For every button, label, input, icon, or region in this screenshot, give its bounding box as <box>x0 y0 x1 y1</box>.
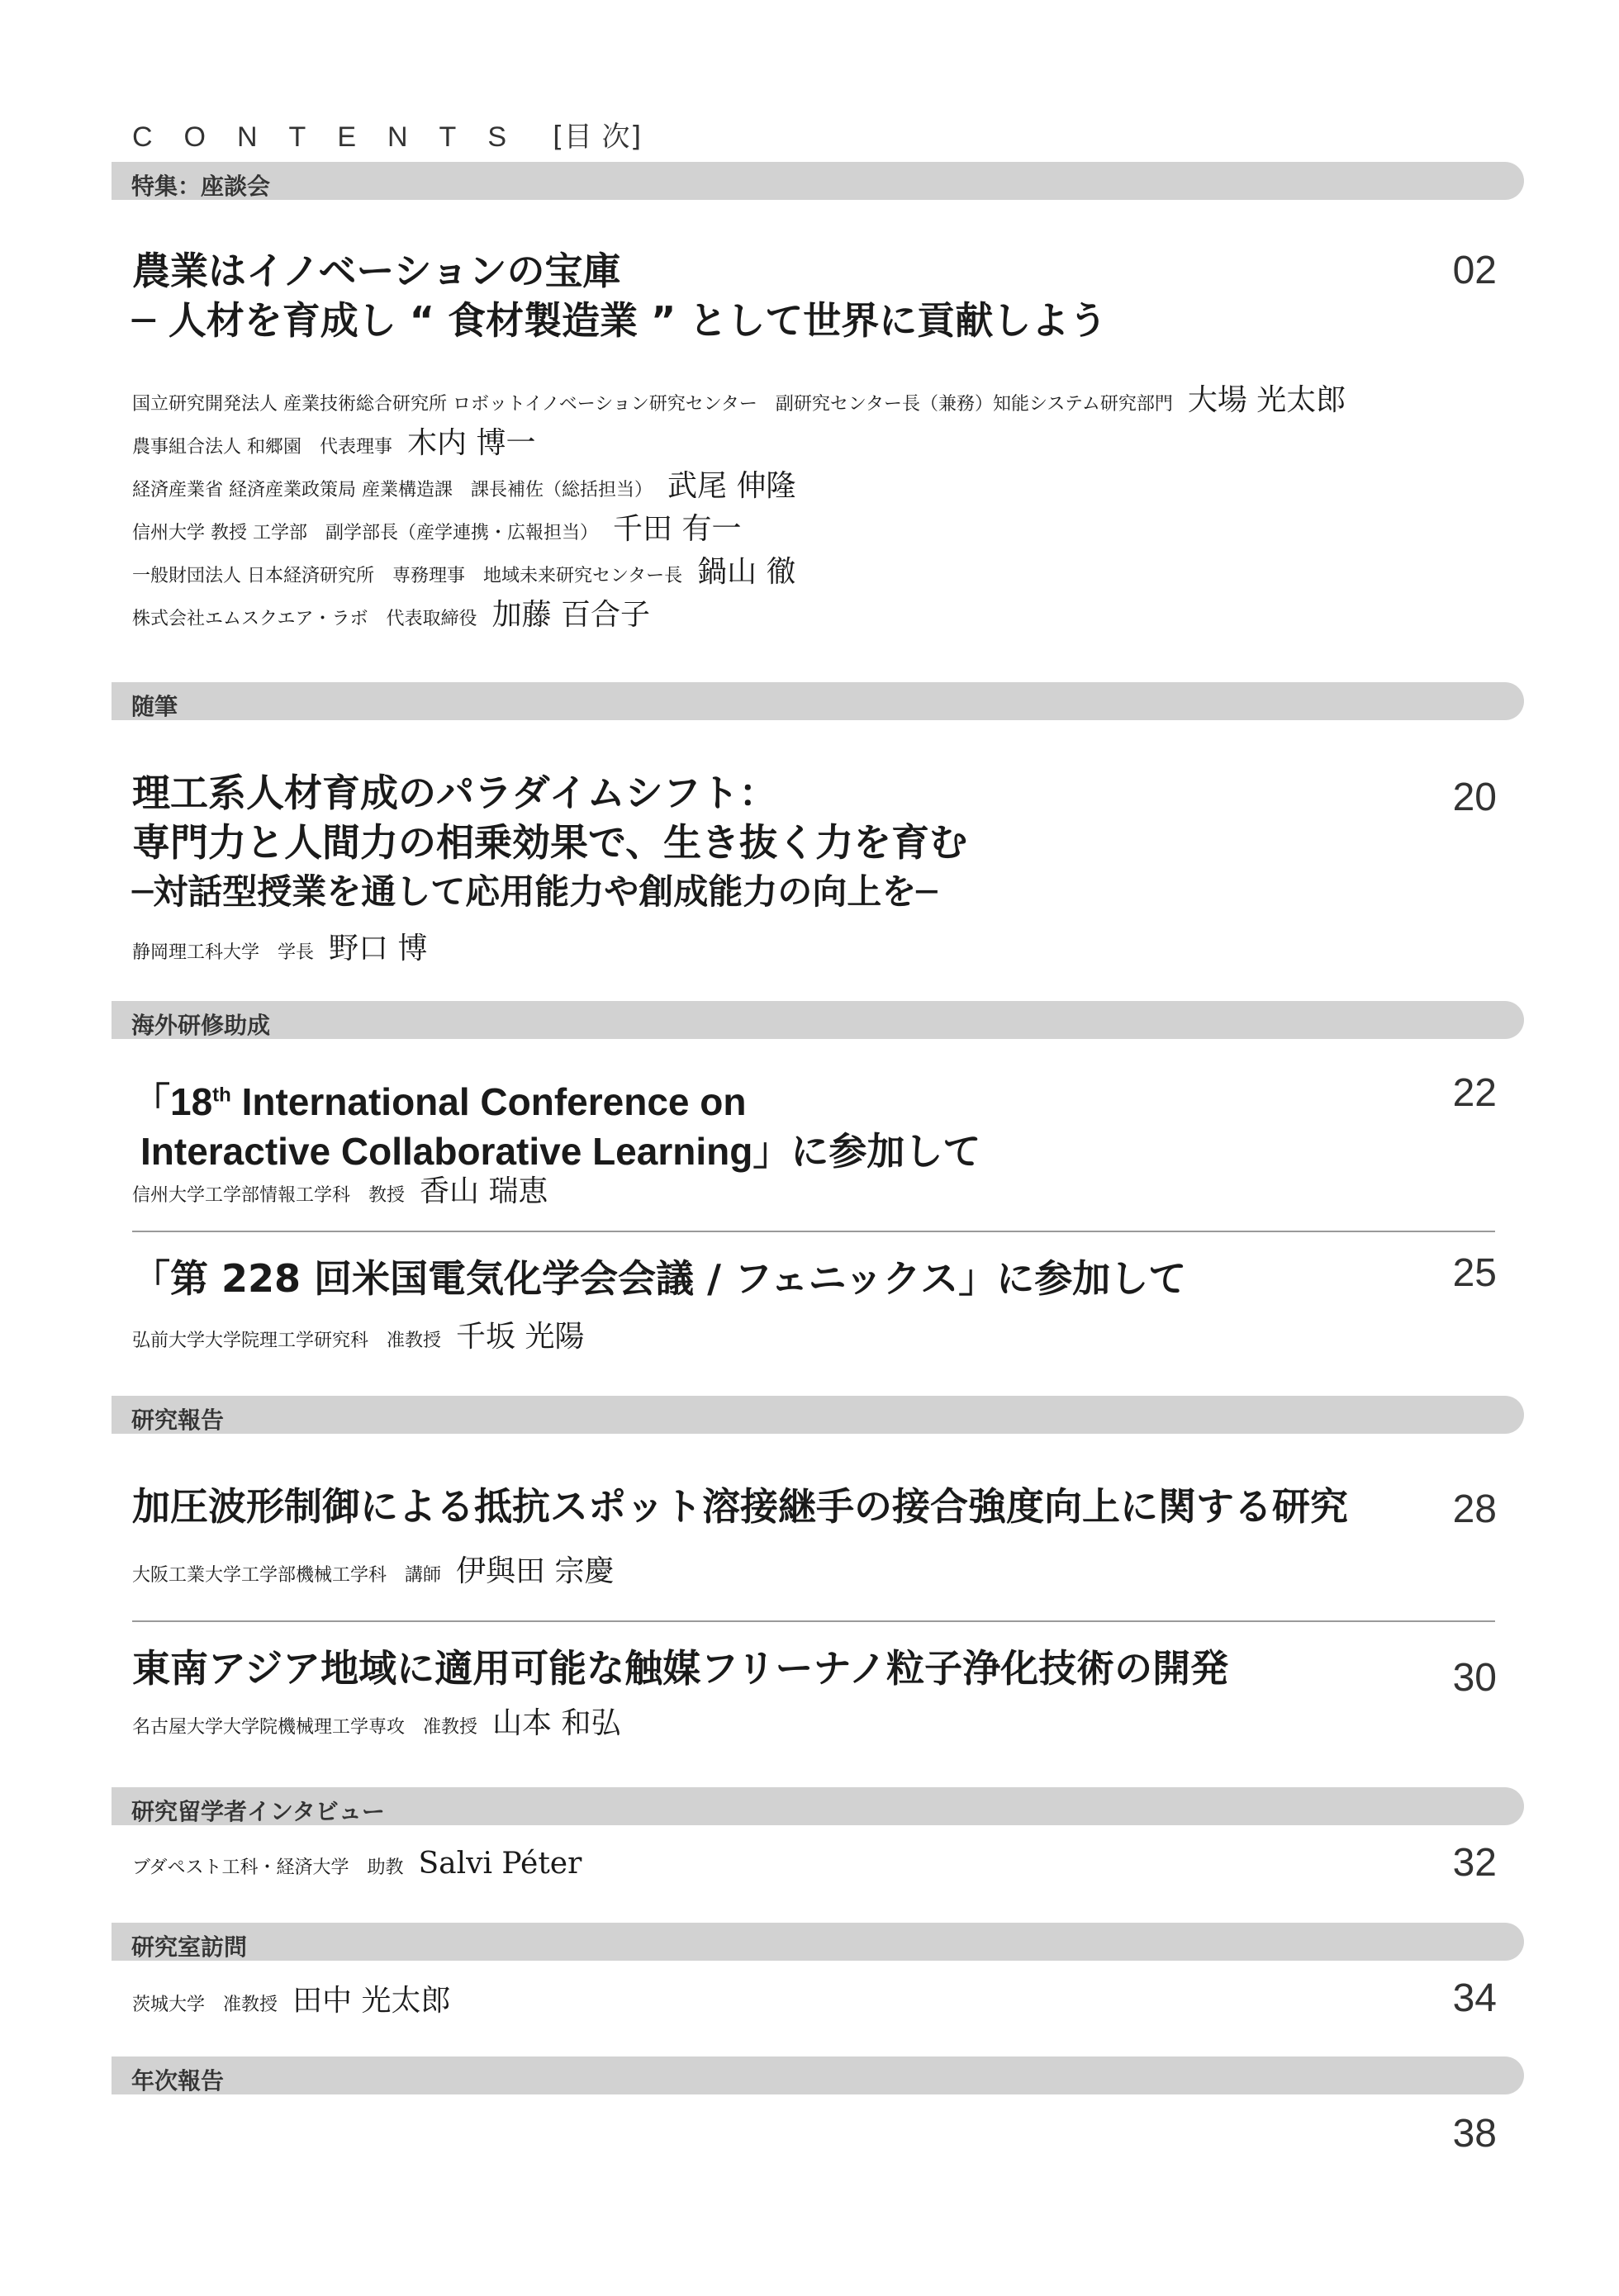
section-bar-research-report <box>112 1396 1524 1434</box>
author-name: 千坂 光陽 <box>456 1320 585 1354</box>
author-line <box>132 1168 548 1210</box>
contents-heading: CONTENTS <box>132 121 538 153</box>
section-label: 研究報告 <box>131 1407 225 1434</box>
section-bar-essay <box>112 682 1524 720</box>
author-affiliation: 茨城大学 准教授 <box>132 1995 278 2015</box>
title-superscript: th <box>212 1084 231 1107</box>
section-label: 特集：座談会 <box>131 173 271 200</box>
section-bar-roundtable <box>112 162 1524 200</box>
author-affiliation: 一般財団法人 日本経済研究所 専務理事 地域未来研究センター長 <box>132 566 683 586</box>
author-name: 武尾 伸隆 <box>667 469 796 503</box>
author-affiliation: 株式会社エムスクエア・ラボ 代表取締役 <box>132 609 477 629</box>
title-line-1 <box>132 1077 980 1127</box>
contents-heading-ja: [目 次] <box>552 121 642 154</box>
article-title[interactable] <box>132 246 1107 345</box>
article-title[interactable] <box>132 768 967 917</box>
section-bar-overseas-training <box>112 1001 1524 1039</box>
contents-header <box>132 114 642 154</box>
section-bar-annual-report <box>112 2056 1524 2094</box>
title-line-1: 東南アジア地域に適用可能な触媒フリーナノ粒子浄化技術の開発 <box>132 1646 1229 1691</box>
author-name: 田中 光太郎 <box>292 1984 451 2018</box>
page-number: 30 <box>1452 1656 1497 1700</box>
page-number: 20 <box>1452 776 1497 819</box>
title-part: 「18 <box>132 1080 213 1123</box>
article-title[interactable] <box>132 1644 1228 1693</box>
author-affiliation: 農事組合法人 和郷園 代表理事 <box>132 437 392 458</box>
page-number: 34 <box>1452 1976 1497 2020</box>
page-number: 02 <box>1452 249 1497 292</box>
section-label: 随筆 <box>131 693 178 720</box>
title-line-1: 理工系人材育成のパラダイムシフト： <box>132 771 777 815</box>
author-line <box>132 377 1346 419</box>
author-affiliation: 経済産業省 経済産業政策局 産業構造課 課長補佐（総括担当） <box>132 480 653 500</box>
section-label: 年次報告 <box>131 2067 225 2094</box>
article-title[interactable] <box>132 1077 980 1176</box>
author-name: 香山 瑞恵 <box>420 1174 548 1208</box>
author-line <box>132 548 796 591</box>
author-name: 野口 博 <box>329 932 428 965</box>
page-number: 22 <box>1452 1071 1497 1115</box>
page-number: 28 <box>1452 1487 1497 1531</box>
page-number: 32 <box>1452 1841 1497 1885</box>
title-part: International Conference on <box>230 1080 747 1123</box>
author-name: 山本 和弘 <box>492 1706 621 1740</box>
author-affiliation: 弘前大学大学院理工学研究科 准教授 <box>132 1331 442 1351</box>
article-title[interactable] <box>132 1482 1348 1531</box>
author-affiliation: 静岡理工科大学 学長 <box>132 942 315 963</box>
author-line <box>132 1977 450 2019</box>
section-label: 研究室訪問 <box>131 1933 248 1961</box>
title-line-2: Interactive Collaborative Learning」に参加して <box>140 1130 981 1173</box>
author-line <box>132 1548 614 1590</box>
page-number: 38 <box>1452 2112 1497 2156</box>
author-line <box>132 505 741 548</box>
title-line-1: 農業はイノベーションの宝庫 <box>132 249 621 293</box>
author-line <box>132 591 650 633</box>
divider <box>132 1620 1495 1622</box>
page-number: 25 <box>1452 1251 1497 1295</box>
title-line-3: ─対話型授業を通して応用能力や創成能力の向上を─ <box>132 871 938 912</box>
section-label: 研究留学者インタビュー <box>131 1798 385 1825</box>
author-affiliation: 名古屋大学大学院機械理工学専攻 准教授 <box>132 1717 478 1738</box>
author-line <box>132 1313 584 1355</box>
title-line-1: 加圧波形制御による抵抗スポット溶接継手の接合強度向上に関する研究 <box>132 1484 1348 1529</box>
author-line <box>132 925 427 967</box>
author-line <box>132 463 795 505</box>
author-line <box>132 420 535 462</box>
section-bar-interview <box>112 1787 1524 1825</box>
author-line <box>132 1847 582 1881</box>
author-affiliation: 大阪工業大学工学部機械工学科 講師 <box>132 1565 442 1586</box>
author-line <box>132 1700 620 1742</box>
author-affiliation: 信州大学工学部情報工学科 教授 <box>132 1185 406 1206</box>
author-affiliation: 信州大学 教授 工学部 副学部長（産学連携・広報担当） <box>132 523 598 543</box>
section-label: 海外研修助成 <box>131 1012 271 1039</box>
author-name: 大場 光太郎 <box>1187 383 1346 417</box>
author-name: 加藤 百合子 <box>491 598 651 632</box>
author-affiliation: ブダペスト工科・経済大学 助教 <box>132 1857 404 1878</box>
author-name: 鍋山 徹 <box>697 555 796 589</box>
author-name: 千田 有一 <box>613 512 742 546</box>
title-line-1: 「第 228 回米国電気化学会会議 / フェニックス」に参加して <box>132 1256 1187 1301</box>
title-line-2: 専門力と人間力の相乗効果で、生き抜く力を育む <box>132 820 968 865</box>
author-name: 伊與田 宗慶 <box>456 1554 615 1588</box>
title-line-2: ─ 人材を育成し “ 食材製造業 ” として世界に貢献しよう <box>132 298 1108 343</box>
article-title[interactable] <box>132 1254 1186 1303</box>
author-name: 木内 博一 <box>407 426 536 460</box>
divider <box>132 1231 1495 1232</box>
author-name: Salvi Péter <box>418 1847 582 1881</box>
author-affiliation: 国立研究開発法人 産業技術総合研究所 ロボットイノベーション研究センター 副研究センター長（兼務）知能システム研究部門 <box>132 394 1173 415</box>
section-bar-lab-visit <box>112 1923 1524 1961</box>
